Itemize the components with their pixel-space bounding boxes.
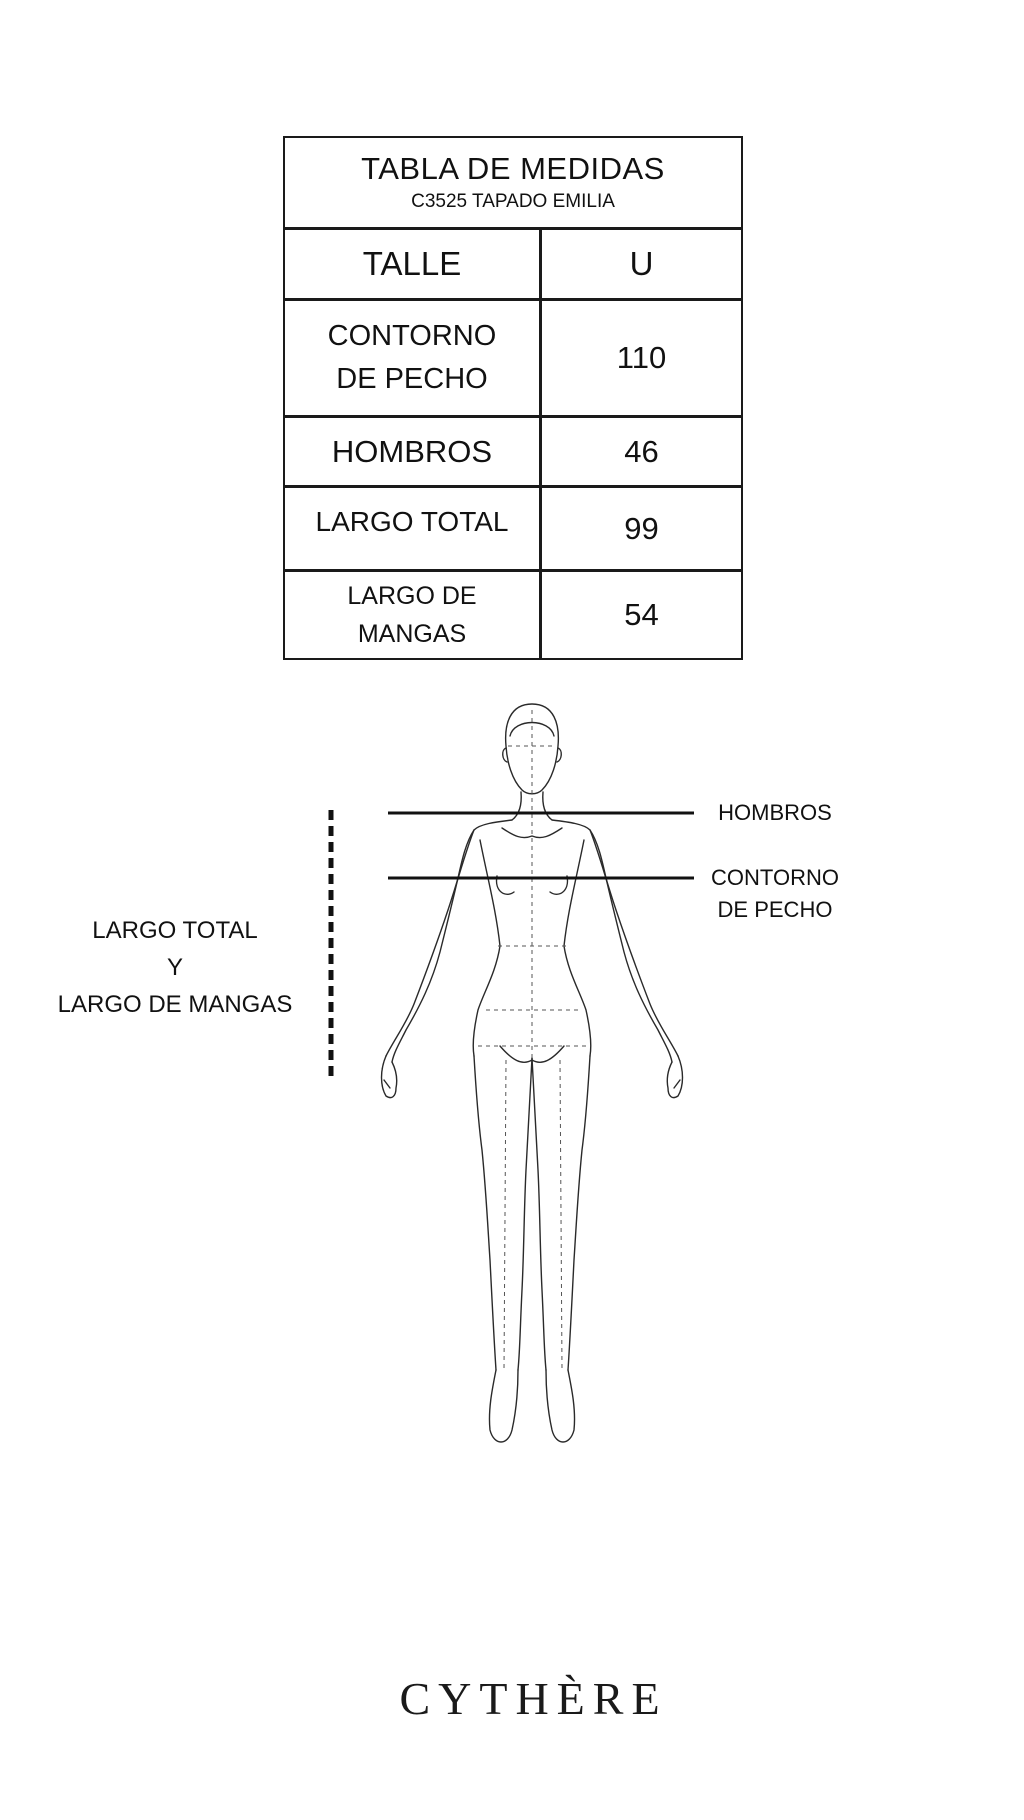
table-row-largo-total — [285, 488, 741, 572]
table-row-hombros — [285, 418, 741, 488]
label-line: MANGAS — [357, 620, 467, 648]
label-line: CONTORNO — [711, 865, 839, 890]
largo-total-value: 99 — [624, 510, 659, 546]
figure-area — [0, 690, 1024, 1480]
brand-logo: CYTHÈRE — [399, 1673, 668, 1724]
table-row-largo-de-mangas — [285, 572, 741, 658]
largo-de-mangas-label — [285, 572, 542, 658]
largo-de-mangas-value: 54 — [624, 597, 659, 632]
body-figure — [0, 690, 1024, 1480]
largo-total-label: LARGO TOTAL — [285, 488, 542, 569]
label-line: DE PECHO — [336, 363, 488, 395]
label-line: CONTORNO — [327, 320, 497, 352]
table-header — [285, 138, 741, 230]
largo-annotation — [40, 912, 310, 1023]
hombros-annotation: HOMBROS — [718, 800, 832, 825]
contorno-de-pecho-value: 110 — [616, 340, 667, 375]
talle-label: TALLE — [285, 230, 542, 298]
label-line: LARGO TOTAL — [92, 917, 258, 944]
talle-value: U — [629, 245, 654, 282]
contorno-de-pecho-label — [285, 301, 542, 415]
figure-head — [506, 704, 559, 794]
hombros-label: HOMBROS — [285, 418, 542, 485]
hombros-value: 46 — [624, 433, 659, 469]
table-title: TABLA DE MEDIDAS — [361, 151, 665, 186]
contorno-de-pecho-annotation — [700, 862, 850, 926]
label-line: Y — [166, 954, 183, 981]
table-row-contorno-de-pecho — [285, 301, 741, 418]
table-row-talle — [285, 230, 741, 301]
label-line: DE PECHO — [717, 897, 833, 922]
size-table — [283, 136, 743, 660]
label-line: LARGO DE — [347, 582, 477, 610]
table-subtitle: C3525 TAPADO EMILIA — [411, 191, 615, 212]
label-line: LARGO DE MANGAS — [57, 991, 293, 1018]
